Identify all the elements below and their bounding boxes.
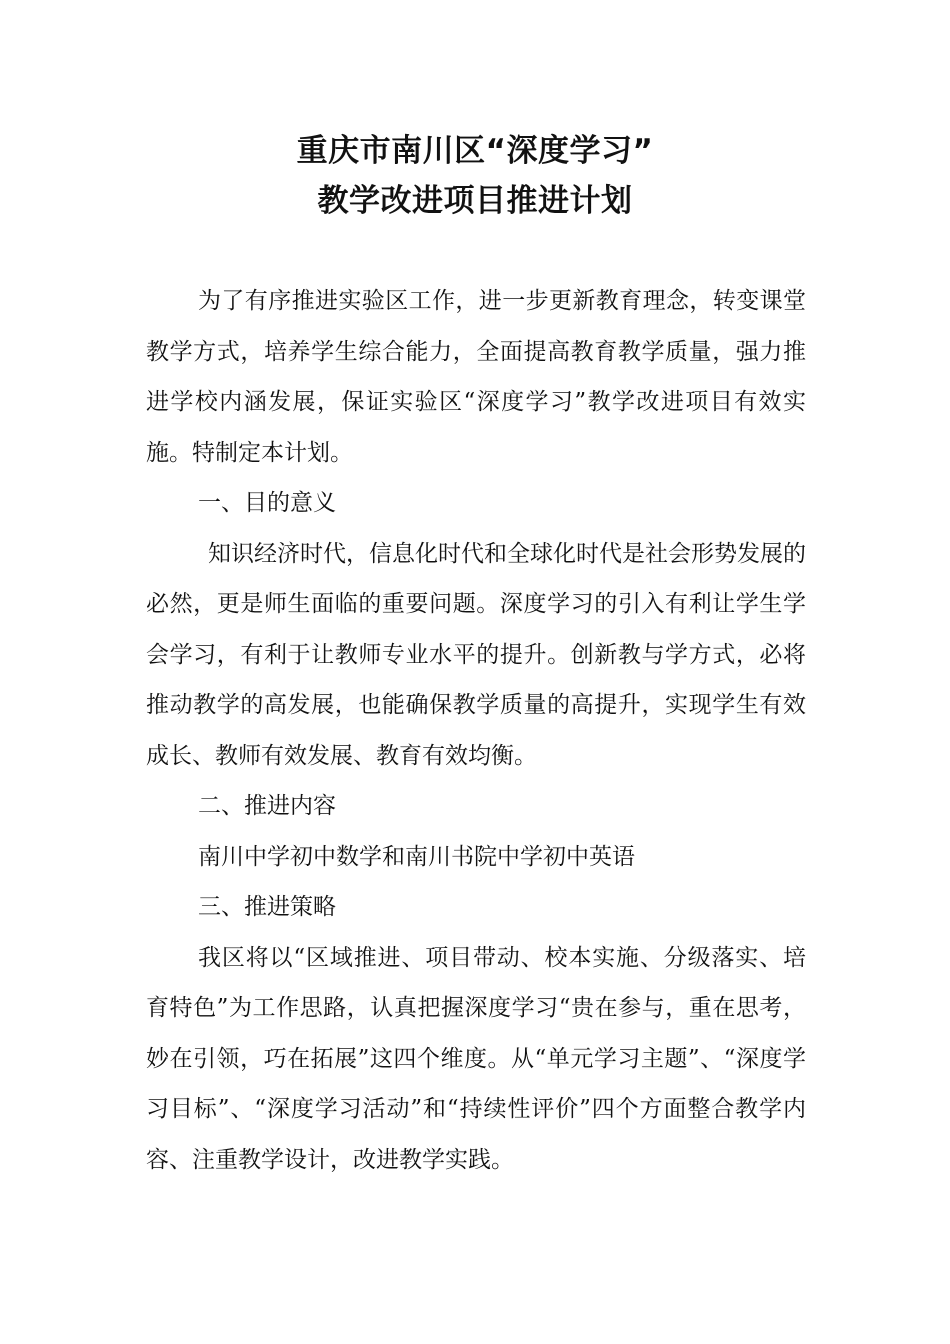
document-title — [0, 126, 950, 226]
document-body — [146, 276, 806, 1185]
section-3-heading: 三、推进策略 — [198, 894, 336, 920]
section-2-heading: 二、推进内容 — [198, 793, 336, 819]
section-1-heading: 一、目的意义 — [198, 490, 336, 516]
title-line-2: 教学改进项目推进计划 — [317, 183, 633, 219]
section-3-paragraph: 我区将以“区域推进、项目带动、校本实施、分级落实、培育特色”为工作思路，认真把握深度学习“贵在参与，重在思考，妙在引领，巧在拓展”这四个维度。从“单元学习主题”、“深度学习目标”、“深度学习活动”和“持续性评价”四个方面整合教学内容、注重教学设计，改进教学实践。 — [146, 944, 806, 1173]
intro-paragraph: 为了有序推进实验区工作，进一步更新教育理念，转变课堂教学方式，培养学生综合能力，全面提高教育教学质量，强力推进学校内涵发展，保证实验区“深度学习”教学改进项目有效实施。特制定本计划。 — [146, 288, 806, 466]
section-1-paragraph: 知识经济时代，信息化时代和全球化时代是社会形势发展的必然，更是师生面临的重要问题。深度学习的引入有利让学生学会学习，有利于让教师专业水平的提升。创新教与学方式，必将推动教学的高发展，也能确保教学质量的高提升，实现学生有效成长、教师有效发展、教育有效均衡。 — [146, 540, 806, 769]
title-line-1: 重庆市南川区“深度学习” — [296, 133, 654, 169]
section-2-paragraph: 南川中学初中数学和南川书院中学初中英语 — [198, 843, 635, 870]
